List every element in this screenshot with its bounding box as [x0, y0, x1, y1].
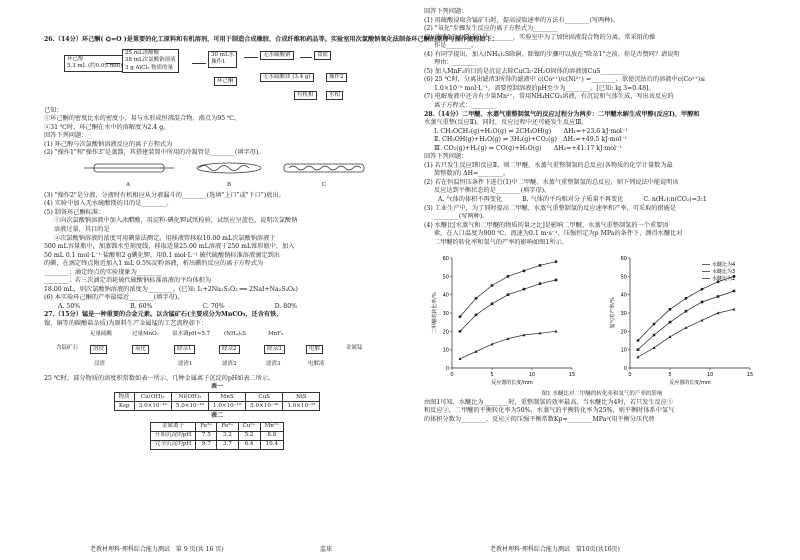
q26-part-5b2: 500 mL容量瓶中，加蒸馏水至刻度线，移取适量25.00 mL溶液于250 mL锥形瓶中，加入: [44, 243, 295, 251]
table-cell: 10.4: [260, 440, 284, 449]
right-page: [400, 0, 800, 560]
flow-ore: 含锰矿石: [56, 344, 79, 351]
q26-part-5a2: 溶液过量，其目的是: [54, 226, 110, 234]
reagent-4: (NH₄)₂S: [224, 330, 247, 337]
flow-box-product: 环己酮: [214, 77, 237, 87]
y-tick-label: 20: [442, 329, 449, 336]
q27-flowchart: [54, 331, 390, 373]
table-cell: 1.0×10⁻¹³: [209, 402, 246, 411]
flow-box-salt: 食盐: [314, 51, 331, 61]
data-point: [653, 323, 656, 326]
y-tick-label: 40: [620, 292, 627, 299]
flow-box-sodium-carbonate: 无水碳酸钠: [260, 51, 294, 61]
data-point: [555, 279, 558, 282]
x-tick-label: 5: [490, 372, 494, 379]
legend-label: 水醚比为3: [712, 269, 736, 276]
q28-part-5b: 和反应②，二甲醚的平衡转化率为50%，水蒸气的平衡转化率为25%，则平衡时体系中氢气: [424, 407, 675, 415]
data-point: [701, 301, 704, 304]
q26-part-5b: ②次氯酸钠溶液的浓度可用碘量法测定，用移液管移取10.00 mL次氯酸钠溶液于: [54, 234, 276, 242]
y-tick-label: 0: [623, 366, 627, 373]
q26-part-5b7: 18.00 mL，则次氯酸钠溶液的浓度为________。(已知: I₂+2Na₂S₂O₃ ══ 2NaI+Na₂S₄O₆): [44, 285, 298, 293]
flow-box-reagent-1: 25 mL冰醋酸 38 mL次氯酸钠溶液 3 g AlCl₃ 物质的量: [122, 49, 179, 74]
series-line: [460, 332, 556, 360]
table-cell: CuS: [246, 393, 283, 402]
series-line: [460, 262, 556, 317]
data-point: [653, 347, 656, 350]
q28-option-c: C. n(H₂):n(CO₂)=3:1: [643, 196, 707, 204]
y-tick-label: 50: [442, 274, 449, 281]
q27-part-1: (1) 用硫酸浸取含锰矿石时，提高浸取速率的方法有________(写两种)。: [424, 16, 619, 24]
table-cell: 5.0×10⁻³⁶: [246, 402, 283, 411]
q26-part-5b5: ________；滴定终点的实验现象为________: [44, 268, 162, 276]
x-axis-label: 反应器的长度/mm: [669, 380, 711, 387]
q27-part-4b: 理由：________: [434, 59, 478, 67]
table-cell: Fe²⁺: [217, 422, 238, 431]
reagent-1: 足量硫酸: [90, 330, 113, 337]
reagent-3: 氨水调pH≈5.7: [172, 330, 211, 337]
q27-head-2: 镍、铜等的碳酸盐杂质)为原料生产金属锰的工艺流程如下：: [44, 320, 208, 328]
data-point: [459, 316, 462, 319]
q27-part-6b: 1.0×10⁻⁵ mol·L⁻¹，需要控制溶液的pH至少为________。[已知: lg 3≈0.48]。: [434, 84, 655, 92]
q26-part-4: (4) 实验中加入无水硫酸镁的目的是________。: [44, 200, 173, 208]
figure-1-charts: [424, 250, 780, 390]
series-line: [638, 291, 734, 350]
legend-label: 水醚比为4: [712, 262, 736, 269]
data-point: [507, 294, 510, 297]
flow-impurity-3: 除杂3: [264, 345, 285, 355]
table-cell: 3.0×10⁻¹⁹: [134, 402, 171, 411]
q28-part-5: 由图1可知，水醚比为________时，重整制氢的效率最高。当水醚比为4时，若只发生反应①: [424, 398, 674, 406]
data-point: [459, 330, 462, 333]
right-page-footer: 老教材理科·理科综合能力测试 第10页(共16页): [490, 545, 620, 553]
q26-part-5b3: 50 mL 0.1 mol·L⁻¹ 盐酸和2 g碘化钾，用0.1 mol·L⁻¹ 硫代硫酸钠标准溶液滴定到出: [44, 251, 280, 259]
q28-part-2: (2) 若在恒温恒压条件下进行(1)中二甲醚、水蒸气重整制氢的总反应，则下列说法中能说明该: [424, 178, 679, 186]
x-tick-label: 15: [746, 372, 754, 379]
table-cell: 9.7: [196, 440, 217, 449]
flow-oxidize: 氧化: [132, 345, 149, 355]
q28-part-4c: 二甲醚的转化率和氢气的产率的影响如图1所示。: [434, 238, 568, 246]
residue-0: 浸渣: [94, 360, 106, 367]
data-point: [733, 290, 736, 293]
data-point: [539, 264, 542, 267]
q26-part-3: (3) "操作2"是分液，分液时有机相应从分液漏斗的________(选填"上口"或"下口")放出。: [44, 191, 285, 199]
option-c-label: C: [322, 182, 327, 189]
table-cell: NiS: [283, 393, 320, 402]
data-point: [685, 297, 688, 300]
table-cell: 5.0×10⁻¹⁶: [171, 402, 208, 411]
data-point: [637, 349, 640, 352]
q27-part-2: (2) "氧化"步骤发生反应的离子方程式为________: [424, 25, 558, 33]
table-2-caption: 表二: [210, 412, 223, 420]
data-point: [475, 314, 478, 317]
table-cell: 开始沉淀的pH: [150, 431, 195, 440]
data-point: [555, 261, 558, 264]
table-cell: Mn²⁺: [260, 422, 284, 431]
flow-box-organic: 有机相: [294, 91, 317, 101]
flow-electrolysis: 电解: [306, 345, 323, 355]
x-tick-label: 10: [706, 372, 714, 379]
q28-option-a: A. 气体的体积不再变化: [438, 196, 503, 204]
flow-box-step-2: 操作2: [326, 73, 347, 83]
data-point: [653, 334, 656, 337]
reagent-2: 过量MnO₂: [132, 330, 159, 337]
q28-part-3: (3) 工业生产中，为了同时提高二甲醚、水蒸气重整制氢的反应速率和产率，可采取的措施是: [424, 204, 677, 212]
residue-1: 滤渣1: [178, 360, 193, 367]
x-tick-label: 15: [568, 372, 576, 379]
data-point: [523, 288, 526, 291]
q28-head-2: 水蒸气重整(反应Ⅱ)。同时，反应过程中还可能发生反应Ⅲ。: [424, 119, 588, 127]
q28-option-b: B. 气体的平均相对分子质量不再变化: [522, 196, 624, 204]
q26-flowchart: [64, 47, 390, 105]
data-point: [637, 339, 640, 342]
q27-part-7b: 离子方程式：________: [434, 102, 496, 110]
data-point: [717, 296, 720, 299]
legend-label: 水醚比为2: [712, 276, 736, 283]
q27-part-4: (4) 有同学提出，加入(NH₄)₂S除铜、除镍的步骤可以放在"除杂1"之前，你是否赞同？请说明: [424, 50, 680, 58]
data-point: [669, 321, 672, 324]
y-tick-label: 10: [442, 347, 449, 354]
data-point: [733, 308, 736, 311]
q28-part-5c: 的体积分数为________，反应②的压强平衡常数Kp=________MPa²(用平衡分压代替: [424, 415, 655, 423]
q27-part-7: (7) 电解废液中还含有少量Mn²⁺，常用NH₄HCO₃溶液，有沉淀和气体生成，写出该反应的: [424, 93, 674, 101]
q28-lead: 回答下列问题：: [424, 153, 468, 161]
residue-2: 滤渣2: [222, 360, 237, 367]
data-point: [523, 270, 526, 273]
q26-part-5b4: 的碘，在滴定终点附近加入1 mL 0.5%淀粉溶液，析出碘的反应的离子方程式为: [44, 260, 264, 268]
equation-1: Ⅰ. CH₃OCH₃(g)+H₂O(g) ⇌ 2CH₃OH(g) ΔH₁=+23.6 kJ·mol⁻¹: [434, 127, 628, 135]
option-b-label: B: [227, 182, 232, 189]
table-cell: Ksp: [114, 402, 134, 411]
q26-part-2: (2) "操作1"和"操作3"是蒸馏，其搭建装置中所用的冷凝管是________(填字母)。: [44, 149, 265, 157]
known-1: ①环己酮的密度比水的密度小，易与水形成恒沸混合物，沸点为95 ℃。: [44, 115, 241, 123]
flow-box-cyclohexanol: 环己醇 5.3 mL (约0.05 mol): [64, 55, 125, 72]
table-cell: 物质: [114, 393, 134, 402]
y-tick-label: 0: [445, 366, 449, 373]
table-cell: Ni(OH)₂: [171, 393, 208, 402]
x-tick-label: 0: [450, 372, 454, 379]
data-point: [685, 310, 688, 313]
table-cell: Cu(OH)₂: [134, 393, 171, 402]
answer-label: 回答下列问题：: [44, 132, 88, 140]
table-1-caption: 表一: [210, 383, 223, 391]
table-cell: 3.7: [217, 440, 238, 449]
x-tick-label: 0: [628, 372, 632, 379]
reagent-5: MnF₂: [268, 330, 284, 337]
residue-3: 滤渣3: [266, 360, 281, 367]
left-page-footer: 老教材理科·理科综合能力测试 第 9 页(共 16 页): [90, 545, 224, 553]
q26-option-c: C. 70%: [202, 302, 225, 310]
data-point: [491, 303, 494, 306]
q27-head: 27.（15分）锰是一种重要的合金元素。以含锰矿石(主要成分为MnCO₃，还含有铁、: [44, 311, 283, 319]
q28-part-1b: 简整数)的 ΔH=________。: [434, 170, 510, 178]
q27-part-3: (3) 滤渣1的主要成分是________，实验室中为了加快固液混合物的分离，常采用的操: [424, 33, 656, 41]
x-tick-label: 10: [528, 372, 536, 379]
y-tick-label: 60: [620, 256, 627, 263]
option-a-label: A: [126, 182, 130, 189]
table-cell: Fe³⁺: [196, 422, 217, 431]
x-axis-label: 反应器的长度/mm: [491, 380, 533, 387]
q26-head: 26.（14分）环己酮( ⌬=O )是重要的化工原料和有机溶剂，可用于制造合成橡胶、合成纤维和药品等。实验室用次氯酸钠氧化法制备环己酮的原理与操作流程如下：: [44, 36, 498, 43]
flow-box-mgso4: 无水硫酸镁 (3.4 g): [260, 73, 314, 83]
table-2: [150, 422, 284, 450]
y-tick-label: 30: [442, 311, 449, 318]
flow-impurity-1: 除杂1: [174, 345, 195, 355]
y-tick-label: 40: [442, 292, 449, 299]
q28-part-2b: 反应达到平衡状态的是________(填字母)。: [434, 187, 551, 195]
table-cell: Cu²⁺: [238, 422, 260, 431]
q27-part-6: (6) 25 ℃时，分离出滤渣3所得的滤液中 c(Co²⁺)/c(Ni²⁺) =________。欲使沉钴后的溶液中c(Co²⁺)≤: [424, 76, 706, 84]
table-1: [114, 392, 321, 411]
q28-part-4b: 素，在入口温度为900 ℃、流速为0.1 m·s⁻¹、压强恒定为p MPa的条件下，测得水醚比对: [434, 230, 683, 238]
flow-leach: 溶浸: [90, 345, 107, 355]
series-line: [638, 310, 734, 358]
q28-head: 28.（14分）二甲醚、水蒸气重整制氢气的反应过程分为两步：二甲醚水解生成甲醇(反应Ⅰ)，甲醇和: [424, 110, 700, 118]
q27-lead: 回答下列问题：: [424, 8, 468, 15]
y-axis-label: 二甲醚的转化率/%: [432, 292, 438, 335]
data-point: [669, 308, 672, 311]
residue-4: 电解液: [308, 360, 325, 367]
y-tick-label: 20: [620, 329, 627, 336]
data-point: [475, 297, 478, 300]
y-tick-label: 10: [620, 347, 627, 354]
table-cell: 5.2: [238, 431, 260, 440]
flow-metal: 金属锰: [346, 344, 363, 351]
q26-part-5b6: ________；若三次滴定消耗硫代硫酸钠标准溶液的平均体积为: [44, 277, 212, 285]
series-line: [638, 277, 734, 341]
q26-part-6: (6) 本实验环己酮的产率最接近________(填字母)。: [44, 294, 184, 302]
table-cell: 8.8: [260, 431, 284, 440]
q28-part-1: (1) 若只发生反应Ⅰ和反应Ⅱ，则二甲醚、水蒸气重整制氢的总反应(各物质的化学计量数为最: [424, 161, 673, 169]
y-tick-label: 50: [620, 274, 627, 281]
y-tick-label: 60: [442, 256, 449, 263]
q26-option-d: D. 80%: [274, 302, 298, 310]
flow-box-aqueous: 水相: [326, 91, 343, 101]
q27-part-5: (5) 加入MnF₂的目的是沉淀去除CuCl₂·2H₂O固体的溶液加CuS________: [424, 67, 626, 75]
table-cell: 金属离子: [150, 422, 195, 431]
figure-1: [424, 250, 780, 390]
table-intro: 25 ℃时，部分物质的溶度积常数如表一所示，几种金属离子沉淀的pH如表二所示。: [44, 374, 275, 382]
table-cell: 7.5: [196, 431, 217, 440]
equation-2: Ⅱ. CH₃OH(g)+H₂O(g) ⇌ 3H₂(g)+CO₂(g) ΔH₂=+49.5 kJ·mol⁻¹: [434, 136, 628, 144]
flow-box-step-1: 30 mL水 操作1: [208, 51, 237, 68]
q26-option-a: A. 50%: [58, 302, 81, 310]
q28-options: [424, 196, 780, 205]
figure-1-caption: 图1 水醚比对二甲醚的转化率和氢气的产率的影响: [541, 391, 663, 398]
known-2: ②31 ℃时，环己酮在水中的溶解度为2.4 g。: [44, 123, 170, 131]
table-cell: MnS: [209, 393, 246, 402]
series-line: [460, 280, 556, 331]
q28-part-3b: ________(写两种)。: [434, 213, 489, 221]
q26-part-1: (1) 环己醇与次氯酸钠溶液反应的离子方程式为: [44, 140, 173, 148]
data-point: [701, 288, 704, 291]
data-point: [539, 283, 542, 286]
table-cell: 1.0×10⁻²²: [283, 402, 320, 411]
known-label: 已知：: [44, 106, 63, 114]
q27-part-3b: 作是________。: [434, 42, 478, 50]
flow-impurity-2: 除杂2: [219, 345, 240, 355]
y-axis-label: 氢气的产率/%: [610, 297, 616, 330]
q26-part-5: (5) 制备环己酮标准：: [44, 208, 105, 216]
data-point: [507, 275, 510, 278]
equation-3: Ⅲ. CO₂(g)+H₂(g) ⇌ CO(g)+H₂O(g) ΔH₃=+41.17 kJ·mol⁻¹: [434, 144, 622, 152]
condenser-apparatus: [84, 160, 390, 190]
y-tick-label: 30: [620, 311, 627, 318]
table-cell: 6.4: [238, 440, 260, 449]
table-cell: 3.2: [217, 431, 238, 440]
table-cell: 完全沉淀的pH: [150, 440, 195, 449]
q28-part-4: (4) 水醚比[水蒸气和二甲醚的物质的量之比]是影响二甲醚、水蒸气重整制氢的一个重要因: [424, 221, 669, 229]
x-tick-label: 5: [668, 372, 672, 379]
q26-option-b: B. 60%: [130, 302, 153, 310]
q26-part-5a: ①向次氯酸钠溶液中加入冰醋酸，用淀粉-碘化钾试纸检验，试纸应呈蓝色，说明次氯酸钠: [54, 217, 298, 225]
data-point: [491, 284, 494, 287]
stamp-note: 监球: [320, 545, 333, 553]
